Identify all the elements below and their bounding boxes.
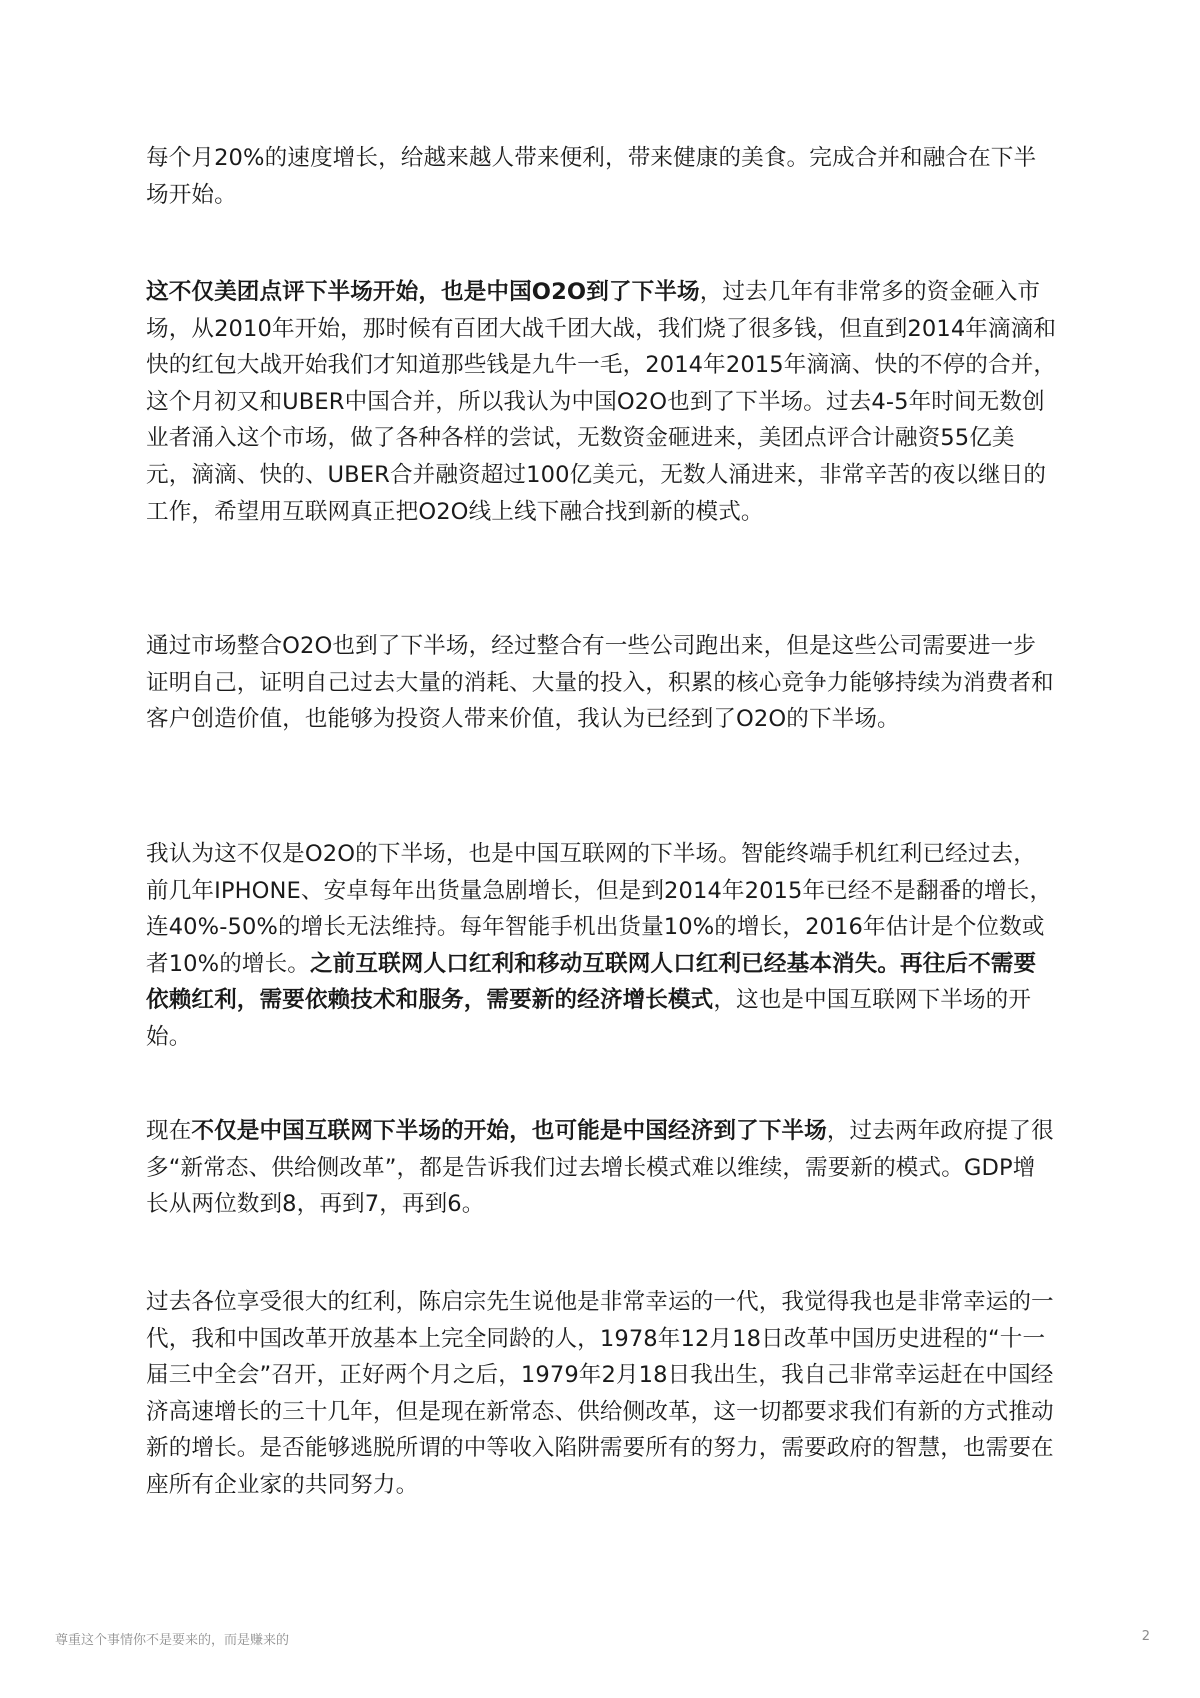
paragraph-6 <box>146 1284 1058 1504</box>
paragraph-3 <box>146 628 1058 738</box>
paragraph-1 <box>146 140 1058 213</box>
paragraph-2-text: ，过去几年有非常多的资金砸入市场，从2010年开始，那时候有百团大战千团大战，我们烧了很多钱，但直到2014年滴滴和快的红包大战开始我们才知道那些钱是九牛一毛，2014年2015年滴滴、快的不停的合并，这个月初又和UBER中国合并，所以我认为中国O2O也到了下半场。过去4-5年时间无数创业者涌入这个市场，做了各种各样的尝试，无数资金砸进来，美团点评合计融资55亿美元，滴滴、快的、UBER合并融资超过100亿美元，无数人涌进来，非常辛苦的夜以继日的工作，希望用互联网真正把O2O线上线下融合找到新的模式。 <box>146 279 1057 525</box>
paragraph-4-bold-highlight: 之前互联网人口红利和移动互联网人口红利已经基本消失。再往后不需要依赖红利，需要依赖技术和服务，需要新的经济增长模式 <box>146 950 1037 1014</box>
paragraph-4-tail: ，这也是中国互联网下半场的开始。 <box>146 987 1032 1050</box>
paragraph-6-text: 过去各位享受很大的红利，陈启宗先生说他是非常幸运的一代，我觉得我也是非常幸运的一代，我和中国改革开放基本上完全同龄的人，1978年12月18日改革中国历史进程的“十一届三中全会”召开，正好两个月之后，1979年2月18日我出生，我自己非常幸运赶在中国经济高速增长的三十几年，但是现在新常态、供给侧改革，这一切都要求我们有新的方式推动新的增长。是否能够逃脱所谓的中等收入陷阱需要所有的努力，需要政府的智慧，也需要在座所有企业家的共同努力。 <box>146 1289 1054 1498</box>
page-number: 2 <box>1141 1629 1150 1644</box>
paragraph-5-text: ，过去两年政府提了很多“新常态、供给侧改革”，都是告诉我们过去增长模式难以维续，需要新的模式。GDP增长从两位数到8，再到7，再到6。 <box>146 1118 1054 1218</box>
paragraph-2 <box>146 274 1058 530</box>
paragraph-2-bold-lead: 这不仅美团点评下半场开始，也是中国O2O到了下半场 <box>146 279 700 305</box>
paragraph-1-text: 每个月20%的速度增长，给越来越人带来便利，带来健康的美食。完成合并和融合在下半场开始。 <box>146 145 1037 208</box>
paragraph-4-text: 我认为这不仅是O2O的下半场，也是中国互联网的下半场。智能终端手机红利已经过去，前几年IPHONE、安卓每年出货量急剧增长，但是到2014年2015年已经不是翻番的增长，连40%-50%的增长无法维持。每年智能手机出货量10%的增长，2016年估计是个位数或者10%的增长。 <box>146 841 1053 977</box>
paragraph-5-lead: 现在 <box>146 1118 192 1144</box>
paragraph-5 <box>146 1113 1058 1223</box>
paragraph-3-text: 通过市场整合O2O也到了下半场，经过整合有一些公司跑出来，但是这些公司需要进一步证明自己，证明自己过去大量的消耗、大量的投入，积累的核心竞争力能够持续为消费者和客户创造价值，也能够为投资人带来价值，我认为已经到了O2O的下半场。 <box>146 633 1054 733</box>
paragraph-4 <box>146 836 1058 1056</box>
paragraph-5-bold-highlight: 不仅是中国互联网下半场的开始，也可能是中国经济到了下半场 <box>191 1118 827 1144</box>
footer-tagline: 尊重这个事情你不是要来的，而是赚来的 <box>55 1633 290 1648</box>
